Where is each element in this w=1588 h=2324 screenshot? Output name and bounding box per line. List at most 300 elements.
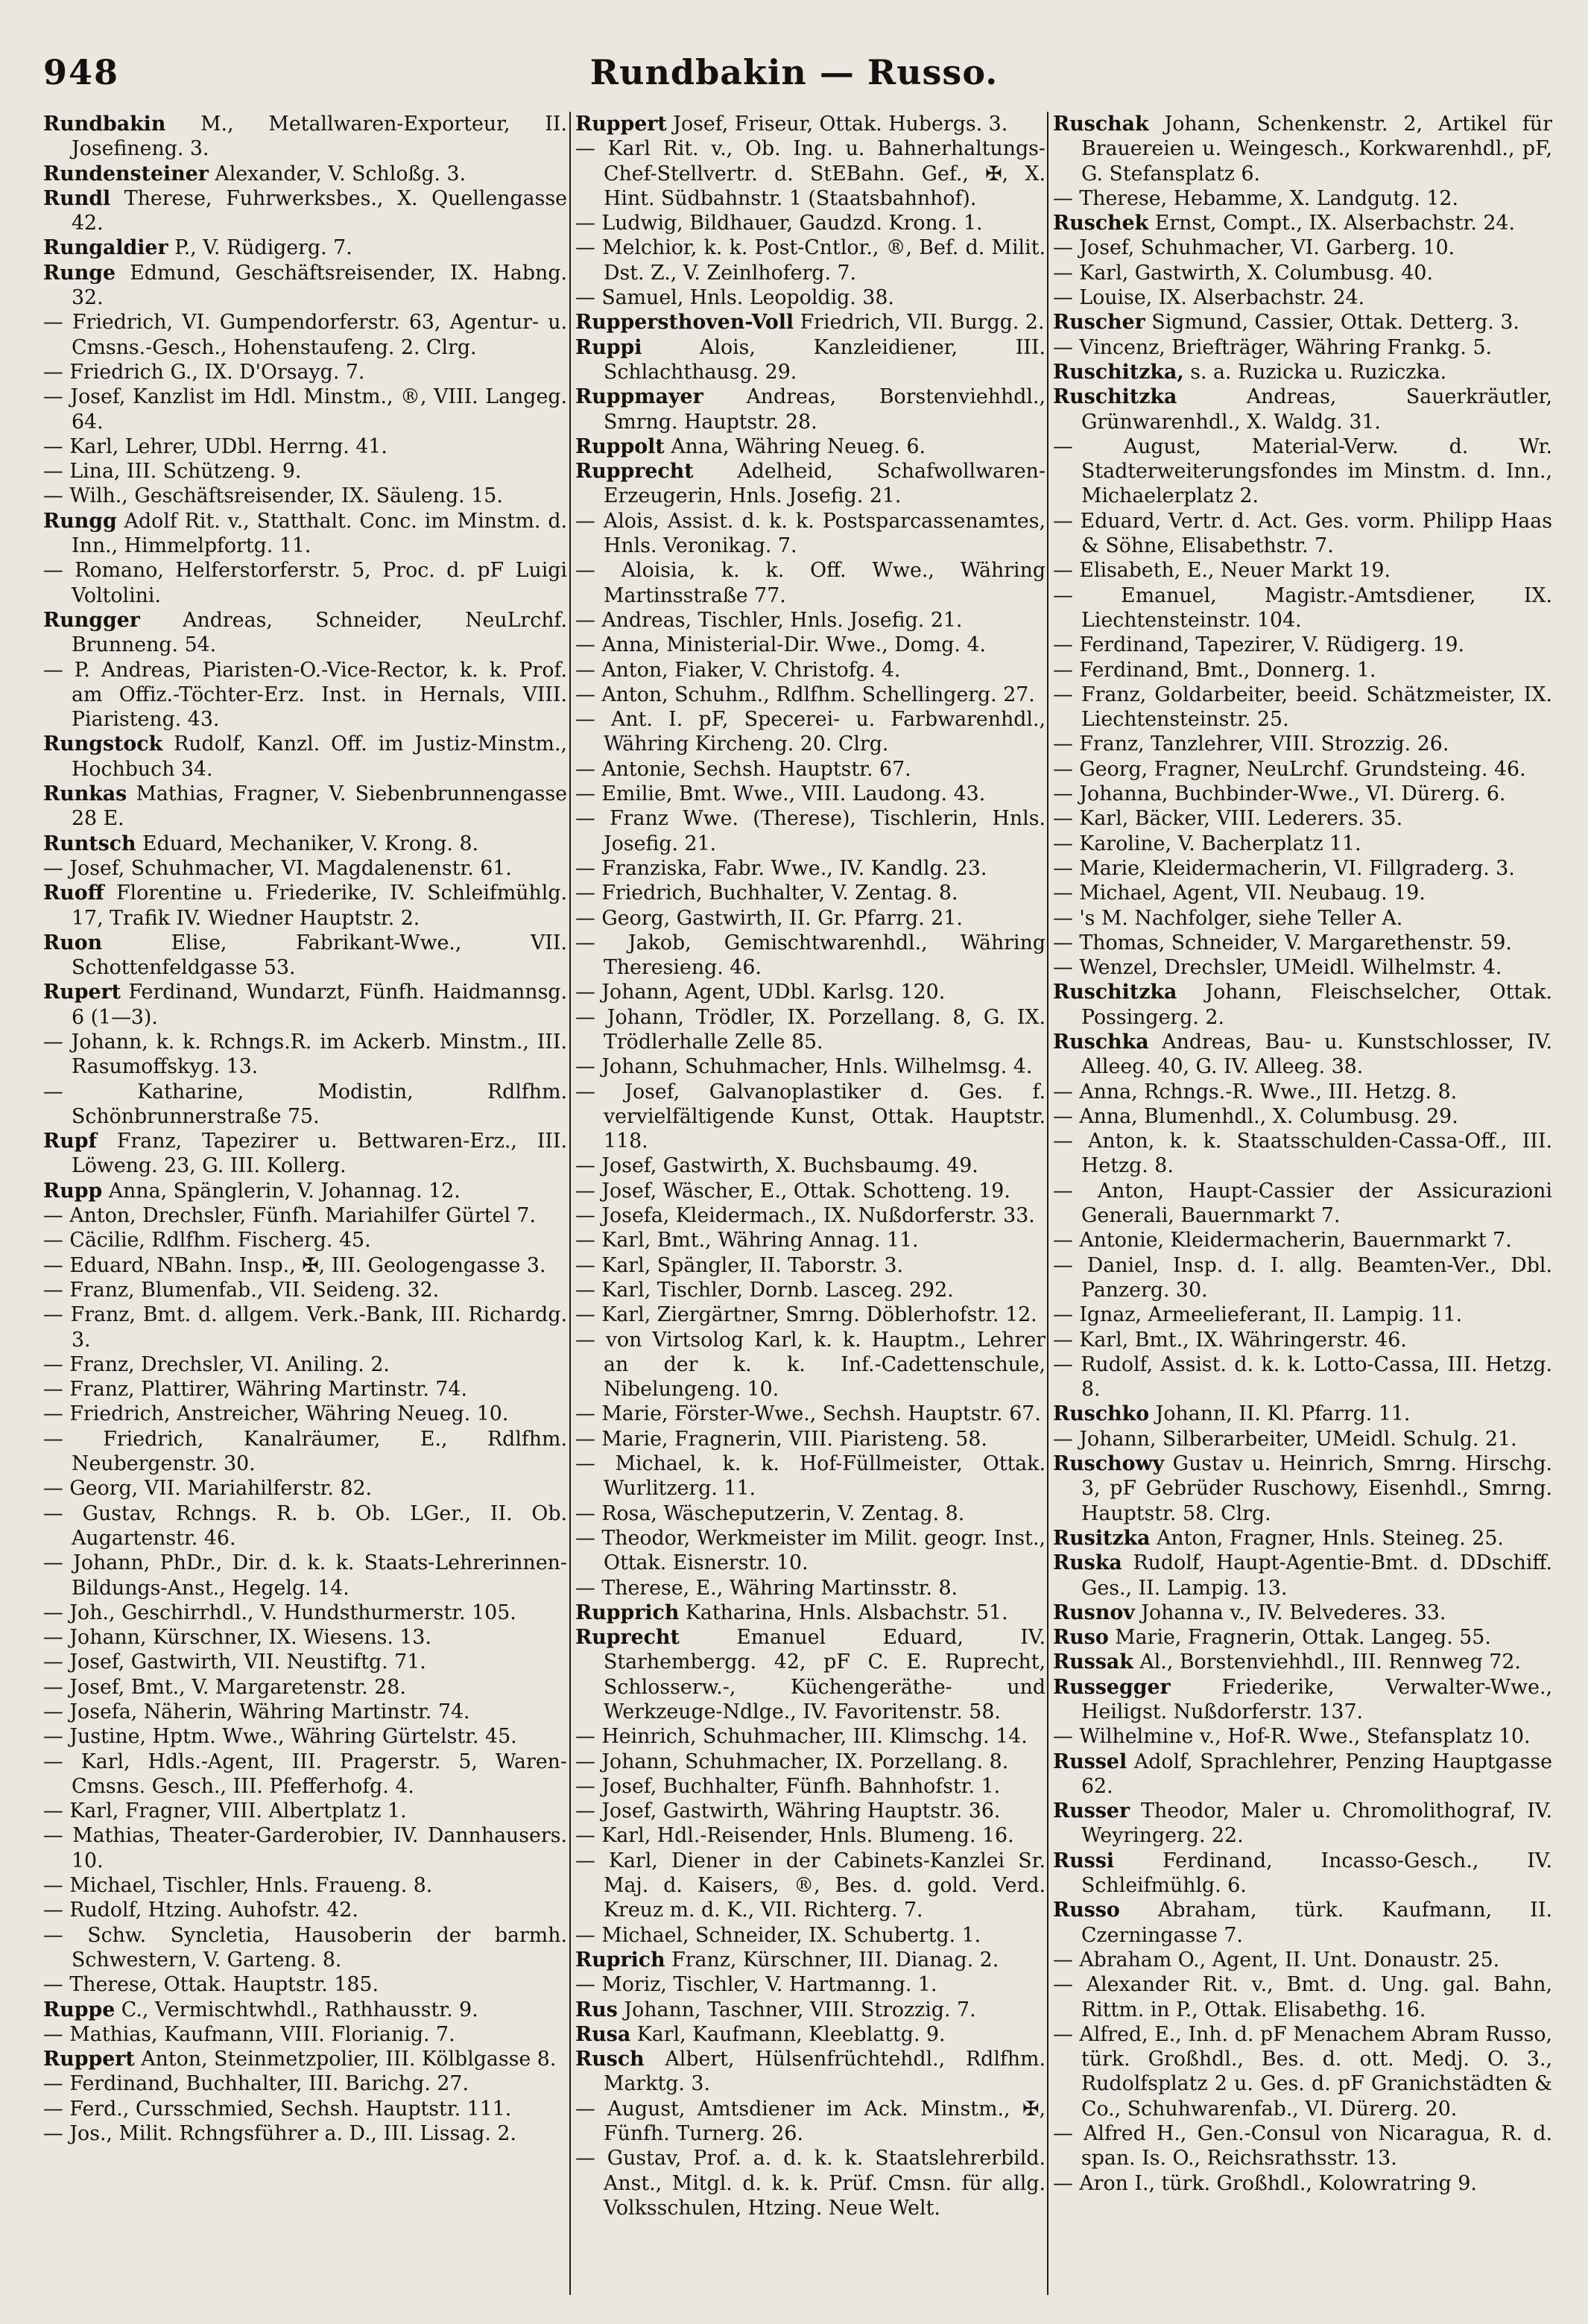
directory-entry: [43, 856, 567, 881]
entry-details: Al., Borstenviehhdl., III. Rennweg 72.: [1133, 1650, 1521, 1674]
entry-details: M., Metallwaren-Exporteur, II. Josefineng. 3.: [72, 113, 567, 161]
entry-details: — Antonie, Kleidermacherin, Bauernmarkt 7.: [1053, 1229, 1512, 1253]
directory-entry: [1053, 2022, 1552, 2121]
directory-entry: [575, 285, 1046, 310]
entry-details: — Karl, Tischler, Dornb. Lasceg. 292.: [575, 1278, 954, 1302]
entry-details: — Johann, Agent, UDbl. Karlsg. 120.: [575, 981, 946, 1004]
entry-details: — Eduard, NBahn. Insp., ✠, III. Geologengasse 3.: [43, 1253, 546, 1277]
directory-entry: [43, 1080, 567, 1130]
directory-entry: [575, 112, 1046, 136]
entry-details: — Michael, k. k. Hof-Füllmeister, Ottak. Wurlitzerg. 11.: [575, 1452, 1046, 1501]
entry-details: Anton, Steinmetzpolier, III. Kölblgasse 8.: [134, 2048, 557, 2071]
entry-details: Elise, Fabrikant-Wwe., VII. Schottenfeldgasse 53.: [72, 931, 567, 980]
directory-entry: [1053, 1675, 1552, 1725]
entry-surname: Ruschitzka: [1053, 981, 1177, 1004]
entry-details: — Louise, IX. Alserbachstr. 24.: [1053, 286, 1365, 310]
entry-details: Therese, Fuhrwerksbes., X. Quellengasse 42.: [72, 186, 567, 235]
entry-details: Anna, Währing Neueg. 6.: [664, 434, 926, 458]
entry-details: — Alois, Assist. d. k. k. Postsparcassenamtes, Hnls. Veronikag. 7.: [575, 509, 1046, 558]
entry-details: — Josef, Schuhmacher, VI. Magdalenenstr. 61.: [43, 856, 512, 880]
entry-details: Katharina, Hnls. Alsbachstr. 51.: [679, 1600, 1008, 1624]
entry-details: — Josef, Bmt., V. Margaretenstr. 28.: [43, 1675, 406, 1699]
directory-entry: [43, 1923, 567, 1973]
entry-details: — Karl, Hdls.-Agent, III. Pragerstr. 5, Waren-Cmsns. Gesch., III. Pfefferhofg. 4.: [43, 1750, 567, 1798]
directory-entry: [575, 1823, 1046, 1848]
entry-details: — Anton, Haupt-Cassier der Assicurazioni Generali, Bauernmarkt 7.: [1053, 1179, 1552, 1228]
column-3: [1053, 112, 1552, 2295]
entry-details: Adelheid, Schafwollwaren-Erzeugerin, Hnls. Josefig. 21.: [604, 460, 1046, 508]
entry-details: — Josef, Gastwirth, VII. Neustiftg. 71.: [43, 1650, 426, 1674]
directory-entry: [43, 2022, 567, 2047]
directory-entry: [43, 1377, 567, 1402]
entry-details: — von Virtsolog Karl, k. k. Hauptm., Lehrer an der k. k. Inf.-Cadettenschule, Nibelungeng. 10.: [575, 1328, 1046, 1402]
entry-details: Johann, Fleischselcher, Ottak. Possingerg. 2.: [1081, 981, 1552, 1029]
directory-entry: [575, 1750, 1046, 1774]
directory-entry: [43, 459, 567, 484]
entry-details: — Heinrich, Schuhmacher, III. Klimschg. 14.: [575, 1725, 1028, 1749]
entry-details: — Ferd., Cursschmied, Sechsh. Hauptstr. 111.: [43, 2097, 512, 2121]
directory-entry: [575, 235, 1046, 285]
directory-entry: [43, 235, 567, 260]
entry-details: — Johann, Trödler, IX. Porzellang. 8, G. IX. Trödlerhalle Zelle 85.: [575, 1005, 1046, 1054]
page-header: [0, 46, 1588, 98]
directory-entry: [575, 757, 1046, 782]
entry-details: — Karoline, V. Bacherplatz 11.: [1053, 832, 1361, 855]
directory-entry: [1053, 881, 1552, 905]
entry-surname: Ruschak: [1053, 113, 1149, 136]
directory-entry: [43, 1030, 567, 1080]
directory-entry: [575, 310, 1046, 335]
directory-entry: [1053, 1129, 1552, 1179]
entry-details: — Therese, E., Währing Martinsstr. 8.: [575, 1576, 958, 1600]
entry-surname: Ruschko: [1053, 1402, 1150, 1426]
entry-surname: Ruppe: [43, 1998, 116, 2021]
directory-entry: [43, 1228, 567, 1253]
entry-details: s. a. Ruzicka u. Ruziczka.: [1183, 360, 1447, 384]
entry-details: — Ferdinand, Buchhalter, III. Barichg. 27.: [43, 2072, 469, 2096]
entry-details: — Ludwig, Bildhauer, Gaudzd. Krong. 1.: [575, 212, 983, 235]
entry-surname: Rundl: [43, 186, 111, 210]
entry-details: Marie, Fragnerin, Ottak. Langeg. 55.: [1108, 1626, 1491, 1650]
directory-entry: [575, 1799, 1046, 1823]
entry-surname: Rungger: [43, 608, 140, 632]
directory-entry: [43, 2071, 567, 2096]
entry-details: — Elisabeth, E., Neuer Markt 19.: [1053, 559, 1391, 583]
directory-entry: [1053, 906, 1552, 931]
entry-details: Ferdinand, Wundarzt, Fünfh. Haidmannsg. 6 (1—3).: [72, 981, 567, 1029]
entry-details: — Karl, Lehrer, UDbl. Herrng. 41.: [43, 434, 387, 458]
entry-surname: Ruschowy: [1053, 1452, 1165, 1476]
entry-details: Gustav u. Heinrich, Smrng. Hirschg. 3, pF Gebrüder Ruschowy, Eisenhdl., Smrng. Hauptstr. 58. Clrg.: [1081, 1452, 1552, 1525]
entry-details: — Ferdinand, Tapezirer, V. Rüdigerg. 19.: [1053, 633, 1465, 657]
entry-surname: Rundensteiner: [43, 162, 209, 186]
entry-surname: Rupert: [43, 981, 121, 1004]
entry-details: — Franz, Bmt. d. allgem. Verk.-Bank, III. Richardg. 3.: [43, 1303, 567, 1352]
entry-surname: Ruscher: [1053, 311, 1145, 335]
entry-details: — P. Andreas, Piaristen-O.-Vice-Rector, k. k. Prof. am Offiz.-Töchter-Erz. Inst. in Hernals, VIII. Piaristeng. 43.: [43, 658, 567, 732]
directory-entry: [575, 633, 1046, 657]
directory-entry: [1053, 1104, 1552, 1129]
directory-entry: [1053, 1750, 1552, 1799]
directory-entry: [575, 683, 1046, 707]
entry-details: — Johann, Silberarbeiter, UMeidl. Schulg. 21.: [1053, 1427, 1517, 1451]
entry-surname: Ruppersthoven-Voll: [575, 311, 794, 335]
directory-entry: [1053, 384, 1552, 434]
directory-entry: [575, 2022, 1046, 2047]
directory-entry: [43, 1675, 567, 1700]
entry-details: — Karl, Hdl.-Reisender, Hnls. Blumeng. 16.: [575, 1824, 1014, 1848]
directory-entry: [1053, 235, 1552, 260]
entry-surname: Rupp: [43, 1179, 103, 1203]
entry-details: — Schw. Syncletia, Hausoberin der barmh. Schwestern, V. Garteng. 8.: [43, 1923, 567, 1972]
entry-details: — Alexander Rit. v., Bmt. d. Ung. gal. Bahn, Rittm. in P., Ottak. Elisabethg. 16.: [1053, 1973, 1552, 2021]
entry-details: — Karl, Gastwirth, X. Columbusg. 40.: [1053, 261, 1433, 285]
entry-surname: Russel: [1053, 1750, 1127, 1773]
directory-entry: [575, 1179, 1046, 1203]
entry-surname: Ruprich: [575, 1948, 665, 1972]
directory-entry: [575, 1774, 1046, 1799]
entry-details: — Johanna, Buchbinder-Wwe., VI. Dürerg. 6.: [1053, 782, 1506, 806]
directory-entry: [43, 112, 567, 162]
entry-details: — Johann, Schuhmacher, IX. Porzellang. 8.: [575, 1750, 1009, 1773]
directory-entry: [43, 186, 567, 236]
entry-details: — August, Amtsdiener im Ack. Minstm., ✠, Fünfh. Turnerg. 26.: [575, 2097, 1046, 2146]
entry-details: — Aloisia, k. k. Off. Wwe., Währing Martinsstraße 77.: [575, 559, 1046, 607]
entry-details: — Rosa, Wäscheputzerin, V. Zentag. 8.: [575, 1501, 965, 1525]
directory-entry: [43, 1998, 567, 2022]
entry-details: Emanuel Eduard, IV. Starhembergg. 42, pF C. E. Ruprecht, Schlosserw.-, Küchengeräthe- und Werkzeuge-Ndlge., IV. Favoritenstr. 58.: [604, 1626, 1046, 1723]
page-number: 948: [43, 52, 120, 92]
directory-entry: [43, 1600, 567, 1625]
entry-surname: Ruon: [43, 931, 103, 954]
directory-entry: [1053, 1898, 1552, 1948]
entry-details: — Wilhelmine v., Hof-R. Wwe., Stefansplatz 10.: [1053, 1725, 1531, 1749]
entry-details: — Therese, Ottak. Hauptstr. 185.: [43, 1973, 379, 1997]
directory-entry: [1053, 1724, 1552, 1749]
directory-entry: [43, 1476, 567, 1501]
directory-entry: [575, 707, 1046, 757]
directory-entry: [575, 1080, 1046, 1154]
directory-entry: [575, 1501, 1046, 1526]
directory-entry: [575, 881, 1046, 905]
directory-entry: [43, 832, 567, 856]
entry-details: — Marie, Kleidermacherin, VI. Fillgraderg. 3.: [1053, 856, 1515, 880]
directory-entry: [43, 384, 567, 434]
entry-details: — Franz Wwe. (Therese), Tischlerin, Hnls. Josefig. 21.: [575, 807, 1046, 855]
directory-entry: [43, 509, 567, 559]
entry-details: Johanna v., IV. Belvederes. 33.: [1134, 1600, 1446, 1624]
entry-details: Ernst, Compt., IX. Alserbachstr. 24.: [1148, 212, 1515, 235]
entry-surname: Ruoff: [43, 881, 104, 905]
directory-entry: [43, 1501, 567, 1551]
entry-surname: Rungaldier: [43, 236, 168, 260]
entry-details: — Karl, Spängler, II. Taborstr. 3.: [575, 1253, 904, 1277]
entry-details: — Johann, Schuhmacher, Hnls. Wilhelmsg. 4.: [575, 1055, 1033, 1079]
entry-details: — Jos., Milit. Rchngsführer a. D., III. Lissag. 2.: [43, 2122, 516, 2146]
entry-details: Johann, Schenkenstr. 2, Artikel für Brauereien u. Weingesch., Korkwarenhdl., pF, G. Stefansplatz 6.: [1081, 113, 1552, 186]
directory-entry: [575, 856, 1046, 881]
entry-details: — Karl, Bäcker, VIII. Lederers. 35.: [1053, 807, 1403, 831]
directory-entry: [43, 1700, 567, 1724]
directory-entry: [43, 1972, 567, 1997]
entry-surname: Rus: [575, 1998, 618, 2021]
entry-details: — Anton, k. k. Staatsschulden-Cassa-Off., III. Hetzg. 8.: [1053, 1130, 1552, 1178]
directory-entry: [43, 931, 567, 981]
directory-entry: [575, 1253, 1046, 1278]
directory-entry: [575, 980, 1046, 1004]
entry-details: — Emanuel, Magistr.-Amtsdiener, IX. Liechtensteinstr. 104.: [1053, 583, 1552, 632]
entry-details: — Romano, Helferstorferstr. 5, Proc. d. pF Luigi Voltolini.: [43, 559, 567, 607]
directory-entry: [43, 1650, 567, 1674]
entry-details: — Franz, Plattirer, Währing Martinstr. 74.: [43, 1378, 467, 1402]
directory-entry: [43, 1625, 567, 1650]
entry-details: — Anton, Schuhm., Rdlfhm. Schellingerg. 27.: [575, 683, 1035, 706]
entry-details: — Justine, Hptm. Wwe., Währing Gürtelstr. 45.: [43, 1725, 517, 1749]
entry-details: Andreas, Schneider, NeuLrchf. Brunneng. 54.: [72, 608, 567, 657]
entry-details: — Josef, Buchhalter, Fünfh. Bahnhofstr. 1.: [575, 1774, 1001, 1798]
directory-entry: [575, 509, 1046, 559]
directory-entry: [1053, 335, 1552, 360]
directory-entry: [575, 1724, 1046, 1749]
entry-details: — Alfred, E., Inh. d. pF Menachem Abram Russo, türk. Großhdl., Bes. d. ott. Medj. O. 3., Rudolfsplatz 2 u. Ges. d. pF Granichstädten & Co., Schuhwarenfab., VI. Dürerg. 20.: [1053, 2022, 1552, 2121]
entry-details: — Friedrich G., IX. D'Orsayg. 7.: [43, 360, 365, 384]
entry-details: Andreas, Borstenviehhdl., Smrng. Hauptstr. 28.: [604, 385, 1046, 434]
entry-details: — Ant. I. pF, Specerei- u. Farbwarenhdl., Währing Kircheng. 20. Clrg.: [575, 708, 1046, 756]
directory-entry: [575, 1948, 1046, 1972]
directory-entry: [575, 434, 1046, 459]
directory-entry: [1053, 2121, 1552, 2171]
directory-entry: [575, 1526, 1046, 1576]
entry-details: — August, Material-Verw. d. Wr. Stadterweiterungsfondes im Minstm. d. Inn., Michaelerplatz 2.: [1053, 434, 1552, 508]
directory-entry: [43, 1129, 567, 1179]
directory-entry: [43, 732, 567, 782]
entry-surname: Ruprecht: [575, 1626, 680, 1650]
entry-details: — Michael, Tischler, Hnls. Fraueng. 8.: [43, 1874, 433, 1898]
directory-entry: [575, 1203, 1046, 1228]
entry-surname: Runtsch: [43, 832, 136, 855]
entry-details: — Josefa, Näherin, Währing Martinstr. 74.: [43, 1700, 470, 1723]
directory-entry: [43, 1179, 567, 1203]
entry-details: — Thomas, Schneider, V. Margarethenstr. 59.: [1053, 931, 1512, 954]
directory-entry: [575, 806, 1046, 856]
entry-details: — Friedrich, VI. Gumpendorferstr. 63, Agentur- u. Cmsns.-Gesch., Hohenstaufeng. 2. Clrg.: [43, 311, 567, 359]
entry-details: Mathias, Fragner, V. Siebenbrunnengasse 28 E.: [72, 782, 567, 831]
directory-entry: [575, 211, 1046, 235]
directory-entry: [575, 1998, 1046, 2022]
entry-details: — Lina, III. Schützeng. 9.: [43, 460, 302, 484]
entry-details: — Andreas, Tischler, Hnls. Josefig. 21.: [575, 608, 963, 632]
directory-entry: [1053, 832, 1552, 856]
entry-details: — Franz, Drechsler, VI. Aniling. 2.: [43, 1352, 390, 1376]
entry-details: — Josef, Gastwirth, Währing Hauptstr. 36.: [575, 1799, 1001, 1823]
directory-entry: [575, 782, 1046, 806]
directory-entry: [1053, 1451, 1552, 1526]
entry-details: Andreas, Sauerkräutler, Grünwarenhdl., X. Waldg. 31.: [1081, 385, 1552, 434]
entry-surname: Russi: [1053, 1849, 1115, 1872]
entry-details: — Anton, Fiaker, V. Christofg. 4.: [575, 658, 901, 682]
directory-entry: [43, 2047, 567, 2071]
directory-entry: [43, 658, 567, 732]
entry-details: Andreas, Bau- u. Kunstschlosser, IV. Alleeg. 40, G. IV. Alleeg. 38.: [1081, 1030, 1552, 1079]
entry-surname: Rusch: [575, 2048, 645, 2071]
directory-entry: [1053, 1948, 1552, 1972]
entry-details: Anna, Spänglerin, V. Johannag. 12.: [102, 1179, 461, 1203]
entry-details: — Josef, Gastwirth, X. Buchsbaumg. 49.: [575, 1154, 978, 1178]
directory-entry: [1053, 931, 1552, 955]
entry-details: Theodor, Maler u. Chromolithograf, IV. Weyringerg. 22.: [1081, 1799, 1552, 1848]
entry-details: — Karl, Ziergärtner, Smrng. Döblerhofstr. 12.: [575, 1303, 1037, 1327]
directory-entry: [575, 1153, 1046, 1178]
directory-entry: [43, 1799, 567, 1823]
entry-surname: Ruschka: [1053, 1030, 1149, 1054]
entry-details: — Franz, Goldarbeiter, beeid. Schätzmeister, IX. Liechtensteinstr. 25.: [1053, 683, 1552, 732]
entry-details: — Samuel, Hnls. Leopoldig. 38.: [575, 286, 894, 310]
entry-details: — Anna, Ministerial-Dir. Wwe., Domg. 4.: [575, 633, 987, 657]
directory-entry: [575, 1402, 1046, 1426]
entry-details: — Melchior, k. k. Post-Cntlor., ®, Bef. d. Milit. Dst. Z., V. Zeinlhoferg. 7.: [575, 236, 1046, 285]
entry-details: — Georg, Gastwirth, II. Gr. Pfarrg. 21.: [575, 906, 963, 930]
entry-details: — Jakob, Gemischtwarenhdl., Währing Theresieng. 46.: [575, 931, 1046, 980]
entry-details: — Rudolf, Htzing. Auhofstr. 42.: [43, 1899, 358, 1922]
entry-details: — Katharine, Modistin, Rdlfhm. Schönbrunnerstraße 75.: [43, 1080, 567, 1128]
directory-entry: [43, 608, 567, 658]
entry-details: Anton, Fragner, Hnls. Steineg. 25.: [1150, 1526, 1504, 1550]
directory-entry: [43, 980, 567, 1030]
entry-details: — Georg, VII. Mariahilferstr. 82.: [43, 1477, 373, 1501]
entry-details: — Georg, Fragner, NeuLrchf. Grundsteing. 46.: [1053, 757, 1526, 781]
directory-entry: [575, 2047, 1046, 2097]
directory-entry: [575, 2097, 1046, 2147]
directory-entry: [1053, 558, 1552, 583]
entry-details: — Vincenz, Briefträger, Währing Frankg. 5.: [1053, 335, 1493, 359]
directory-entry: [43, 360, 567, 384]
column-2: [575, 112, 1046, 2295]
directory-entry: [1053, 112, 1552, 186]
directory-entry: [1053, 782, 1552, 806]
directory-entry: [575, 1600, 1046, 1625]
directory-entry: [575, 1625, 1046, 1724]
directory-entry: [43, 2097, 567, 2121]
directory-entry: [43, 261, 567, 311]
entry-details: — Anton, Drechsler, Fünfh. Mariahilfer Gürtel 7.: [43, 1204, 536, 1228]
directory-entry: [1053, 509, 1552, 559]
directory-entry: [1053, 1179, 1552, 1229]
directory-entry: [43, 1278, 567, 1302]
entry-details: — Josef, Galvanoplastiker d. Ges. f. vervielfältigende Kunst, Ottak. Hauptstr. 118.: [575, 1080, 1046, 1153]
directory-entry: [1053, 806, 1552, 831]
entry-details: — Karl, Diener in der Cabinets-Kanzlei Sr. Maj. d. Kaisers, ®, Bes. d. gold. Verd. Kreuz m. d. K., VII. Richterg. 7.: [575, 1849, 1046, 1922]
entry-surname: Russegger: [1053, 1675, 1171, 1699]
directory-entry: [1053, 1402, 1552, 1426]
entry-surname: Ruppmayer: [575, 385, 703, 409]
entry-surname: Runge: [43, 261, 116, 285]
entry-details: — Abraham O., Agent, II. Unt. Donaustr. 25.: [1053, 1948, 1500, 1972]
directory-entry: [575, 384, 1046, 434]
entry-details: — Karl Rit. v., Ob. Ing. u. Bahnerhaltungs-Chef-Stellvertr. d. StEBahn. Gef., ✠, X. Hint. Südbahnstr. 1 (Staatsbahnhof).: [575, 137, 1046, 210]
entry-details: — Mathias, Kaufmann, VIII. Florianig. 7.: [43, 2022, 455, 2046]
entry-details: — Anna, Blumenhdl., X. Columbusg. 29.: [1053, 1104, 1458, 1128]
directory-entry: [43, 434, 567, 459]
directory-entry: [43, 310, 567, 360]
directory-entry: [1053, 1526, 1552, 1551]
directory-entry: [1053, 2171, 1552, 2196]
entry-details: — Josefa, Kleidermach., IX. Nußdorferstr. 33.: [575, 1204, 1035, 1228]
entry-details: Friederike, Verwalter-Wwe., Heiligst. Nußdorferstr. 137.: [1081, 1675, 1552, 1723]
entry-surname: Ruppert: [575, 113, 667, 136]
entry-details: — Antonie, Sechsh. Hauptstr. 67.: [575, 757, 911, 781]
directory-entry: [575, 136, 1046, 211]
directory-entry: [43, 1302, 567, 1352]
directory-entry: [43, 1253, 567, 1278]
entry-details: — Anna, Rchngs.-R. Wwe., III. Hetzg. 8.: [1053, 1080, 1458, 1104]
entry-details: — Friedrich, Kanalräumer, E., Rdlfhm. Neubergenstr. 30.: [43, 1427, 567, 1476]
directory-entry: [43, 1352, 567, 1377]
entry-details: Johann, Taschner, VIII. Strozzig. 7.: [617, 1998, 976, 2021]
entry-details: Rudolf, Haupt-Agentie-Bmt. d. DDschiff. Ges., II. Lampig. 13.: [1081, 1551, 1552, 1600]
entry-surname: Rundbakin: [43, 113, 166, 136]
entry-details: — Josef, Wäscher, E., Ottak. Schotteng. 19.: [575, 1179, 1010, 1203]
entry-details: Albert, Hülsenfrüchtehdl., Rdlfhm. Marktg. 3.: [604, 2048, 1046, 2096]
entry-details: Alexander, V. Schloßg. 3.: [208, 162, 466, 186]
directory-entry: [575, 931, 1046, 981]
entry-surname: Rupprich: [575, 1600, 680, 1624]
directory-entry: [43, 1203, 567, 1228]
entry-details: Alois, Kanzleidiener, III. Schlachthausg. 29.: [604, 335, 1046, 384]
directory-entry: [43, 1873, 567, 1898]
entry-details: Sigmund, Cassier, Ottak. Detterg. 3.: [1145, 311, 1519, 335]
directory-entry: [1053, 1328, 1552, 1352]
directory-entry: [575, 658, 1046, 683]
column-divider: [1047, 112, 1048, 2295]
entry-details: P., V. Rüdigerg. 7.: [168, 236, 352, 260]
directory-entry: [1053, 1253, 1552, 1303]
directory-entry: [1053, 1625, 1552, 1650]
entry-details: — Karl, Bmt., Währing Annag. 11.: [575, 1229, 919, 1253]
directory-entry: [1053, 955, 1552, 980]
entry-details: — Friedrich, Buchhalter, V. Zentag. 8.: [575, 881, 958, 905]
entry-surname: Rusa: [575, 2022, 631, 2046]
entry-surname: Rusitzka: [1053, 1526, 1151, 1550]
entry-details: — Michael, Agent, VII. Neubaug. 19.: [1053, 881, 1426, 905]
directory-entry: [1053, 1799, 1552, 1849]
entry-details: — Marie, Fragnerin, VIII. Piaristeng. 58.: [575, 1427, 987, 1451]
directory-entry: [575, 1054, 1046, 1079]
directory-entry: [575, 558, 1046, 608]
entry-details: Rudolf, Kanzl. Off. im Justiz-Minstm., Hochbuch 34.: [72, 732, 567, 781]
entry-details: — Cäcilie, Rdlfhm. Fischerg. 45.: [43, 1229, 371, 1253]
directory-entry: [1053, 1972, 1552, 2022]
directory-entry: [1053, 211, 1552, 235]
directory-entry: [575, 906, 1046, 931]
directory-entry: [1053, 856, 1552, 881]
directory-entry: [575, 335, 1046, 385]
entry-surname: Ruppert: [43, 2048, 135, 2071]
directory-entry: [43, 1724, 567, 1749]
directory-entry: [575, 1328, 1046, 1402]
directory-entry: [1053, 683, 1552, 732]
entry-details: — Eduard, Vertr. d. Act. Ges. vorm. Philipp Haas & Söhne, Elisabethstr. 7.: [1053, 509, 1552, 558]
entry-details: — Rudolf, Assist. d. k. k. Lotto-Cassa, III. Hetzg. 8.: [1053, 1352, 1552, 1402]
directory-entry: [575, 2146, 1046, 2220]
directory-entry: [43, 162, 567, 186]
entry-surname: Rungg: [43, 509, 117, 533]
entry-surname: Ruschitzka,: [1053, 360, 1184, 384]
entry-surname: Russer: [1053, 1799, 1130, 1823]
entry-details: — Theodor, Werkmeister im Milit. geogr. Inst., Ottak. Eisnerstr. 10.: [575, 1526, 1046, 1575]
directory-entry: [575, 1005, 1046, 1055]
directory-entry: [1053, 633, 1552, 657]
entry-details: Adolf, Sprachlehrer, Penzing Hauptgasse 62.: [1081, 1750, 1552, 1798]
